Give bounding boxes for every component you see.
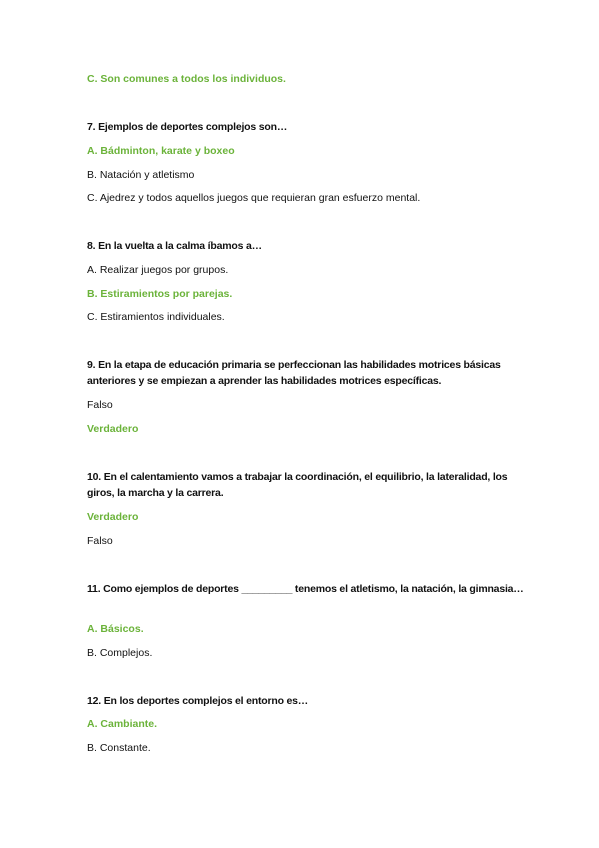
question-8: 8. En la vuelta a la calma íbamos a… — [87, 240, 262, 252]
answer-option: B. Natación y atletismo — [87, 169, 195, 181]
answer-correct: Verdadero — [87, 511, 139, 523]
answer-correct: A. Cambiante. — [87, 718, 158, 730]
question-12: 12. En los deportes complejos el entorno es… — [87, 695, 309, 707]
answer-option: C. Estiramientos individuales. — [87, 311, 225, 323]
answer-option: B. Constante. — [87, 742, 151, 754]
answer-option: Falso — [87, 535, 113, 547]
answer-correct: A. Básicos. — [87, 623, 144, 635]
answer-correct: C. Son comunes a todos los individuos. — [87, 73, 286, 85]
answer-option: B. Complejos. — [87, 647, 153, 659]
answer-option: Falso — [87, 399, 113, 411]
question-10: 10. En el calentamiento vamos a trabajar la coordinación, el equilibrio, la lateralidad, los giros, la marcha y la carrera. — [87, 471, 508, 499]
answer-option: A. Realizar juegos por grupos. — [87, 264, 229, 276]
answer-correct: A. Bádminton, karate y boxeo — [87, 145, 235, 157]
question-7: 7. Ejemplos de deportes complejos son… — [87, 121, 288, 133]
answer-option: C. Ajedrez y todos aquellos juegos que requieran gran esfuerzo mental. — [87, 192, 421, 204]
question-11: 11. Como ejemplos de deportes _________ tenemos el atletismo, la natación, la gimnasia… — [87, 583, 524, 595]
answer-correct: Verdadero — [87, 423, 139, 435]
question-9: 9. En la etapa de educación primaria se perfeccionan las habilidades motrices básicas anteriores y se empiezan a aprender las habilidades motrices específicas. — [87, 359, 501, 387]
answer-correct: B. Estiramientos por parejas. — [87, 288, 233, 300]
